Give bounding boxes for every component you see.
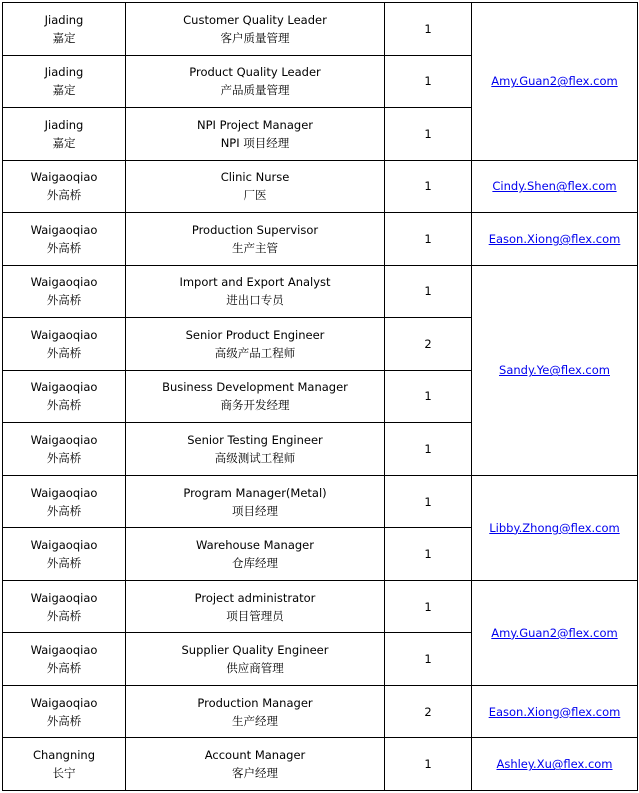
headcount-cell: 1 <box>385 738 472 791</box>
location-cell: Waigaoqiao 外高桥 <box>3 265 126 318</box>
location-cell: Waigaoqiao 外高桥 <box>3 633 126 686</box>
position-cell: Senior Product Engineer 高级产品工程师 <box>126 318 385 371</box>
contact-cell <box>472 685 638 738</box>
headcount-cell: 1 <box>385 633 472 686</box>
contact-email-link[interactable]: Ashley.Xu@flex.com <box>496 757 613 772</box>
contact-cell <box>472 580 638 685</box>
headcount-cell: 2 <box>385 318 472 371</box>
location-cell: Jiading 嘉定 <box>3 55 126 108</box>
position-cell: Project administrator 项目管理员 <box>126 580 385 633</box>
table-row <box>3 265 638 318</box>
contact-email-link[interactable]: Eason.Xiong@flex.com <box>488 231 621 246</box>
position-cell: Business Development Manager 商务开发经理 <box>126 370 385 423</box>
location-cell: Waigaoqiao 外高桥 <box>3 685 126 738</box>
table-row <box>3 685 638 738</box>
location-cell: Waigaoqiao 外高桥 <box>3 370 126 423</box>
contact-email-link[interactable]: Sandy.Ye@flex.com <box>499 363 610 378</box>
headcount-cell: 1 <box>385 160 472 213</box>
table-row <box>3 213 638 266</box>
headcount-cell: 1 <box>385 108 472 161</box>
contact-email-link[interactable]: Eason.Xiong@flex.com <box>488 704 621 719</box>
location-cell: Waigaoqiao 外高桥 <box>3 318 126 371</box>
table-row <box>3 3 638 56</box>
contact-cell <box>472 3 638 161</box>
position-cell: Import and Export Analyst 进出口专员 <box>126 265 385 318</box>
location-cell: Jiading 嘉定 <box>3 108 126 161</box>
headcount-cell: 1 <box>385 423 472 476</box>
contact-cell <box>472 475 638 580</box>
location-cell: Changning 长宁 <box>3 738 126 791</box>
position-cell: Warehouse Manager 仓库经理 <box>126 528 385 581</box>
position-cell: Account Manager 客户经理 <box>126 738 385 791</box>
job-openings-table <box>2 2 638 791</box>
contact-cell <box>472 265 638 475</box>
location-cell: Waigaoqiao 外高桥 <box>3 160 126 213</box>
location-cell: Waigaoqiao 外高桥 <box>3 580 126 633</box>
table-row <box>3 475 638 528</box>
position-cell: Supplier Quality Engineer 供应商管理 <box>126 633 385 686</box>
position-cell: Product Quality Leader 产品质量管理 <box>126 55 385 108</box>
position-cell: Senior Testing Engineer 高级测试工程师 <box>126 423 385 476</box>
position-cell: Production Supervisor 生产主管 <box>126 213 385 266</box>
contact-cell <box>472 213 638 266</box>
position-cell: NPI Project Manager NPI 项目经理 <box>126 108 385 161</box>
headcount-cell: 1 <box>385 3 472 56</box>
location-cell: Waigaoqiao 外高桥 <box>3 528 126 581</box>
contact-email-link[interactable]: Amy.Guan2@flex.com <box>491 74 618 89</box>
table-row <box>3 580 638 633</box>
position-cell: Program Manager(Metal) 项目经理 <box>126 475 385 528</box>
contact-cell <box>472 738 638 791</box>
headcount-cell: 1 <box>385 475 472 528</box>
headcount-cell: 1 <box>385 370 472 423</box>
contact-email-link[interactable]: Libby.Zhong@flex.com <box>489 520 620 535</box>
position-cell: Production Manager 生产经理 <box>126 685 385 738</box>
headcount-cell: 1 <box>385 265 472 318</box>
position-cell: Clinic Nurse 厂医 <box>126 160 385 213</box>
headcount-cell: 1 <box>385 528 472 581</box>
headcount-cell: 1 <box>385 213 472 266</box>
location-cell: Jiading 嘉定 <box>3 3 126 56</box>
headcount-cell: 1 <box>385 55 472 108</box>
contact-email-link[interactable]: Cindy.Shen@flex.com <box>492 179 617 194</box>
table-row <box>3 160 638 213</box>
location-cell: Waigaoqiao 外高桥 <box>3 475 126 528</box>
contact-cell <box>472 160 638 213</box>
location-cell: Waigaoqiao 外高桥 <box>3 213 126 266</box>
position-cell: Customer Quality Leader 客户质量管理 <box>126 3 385 56</box>
location-cell: Waigaoqiao 外高桥 <box>3 423 126 476</box>
headcount-cell: 2 <box>385 685 472 738</box>
headcount-cell: 1 <box>385 580 472 633</box>
table-row <box>3 738 638 791</box>
contact-email-link[interactable]: Amy.Guan2@flex.com <box>491 625 618 640</box>
